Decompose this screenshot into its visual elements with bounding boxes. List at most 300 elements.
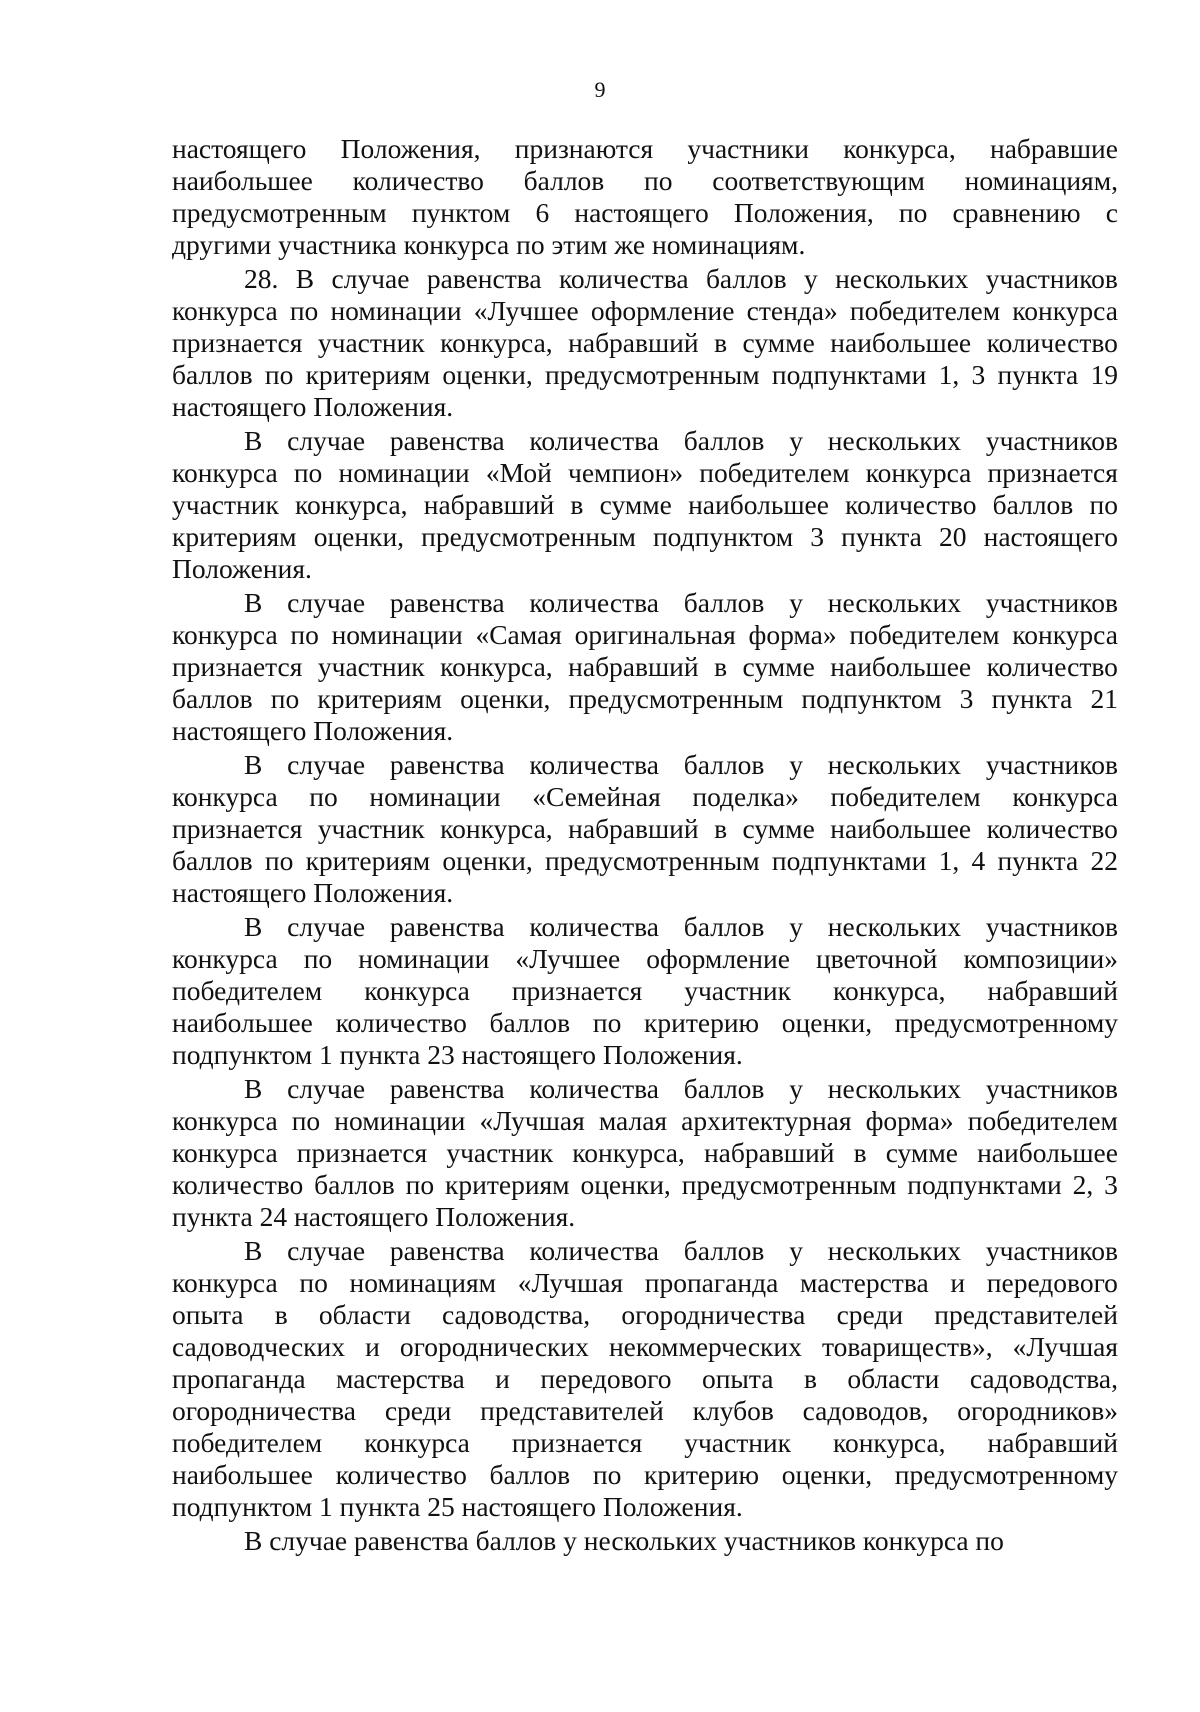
- word: равенства: [426, 263, 542, 294]
- word: конкурса,: [833, 975, 946, 1006]
- text-line: [172, 651, 1118, 683]
- word: 20: [938, 521, 967, 552]
- word: Положения,: [340, 133, 481, 164]
- text-line: пункта 24 настоящего Положения.: [172, 1201, 576, 1232]
- word: у: [789, 1073, 803, 1104]
- word: нескольких: [827, 1073, 962, 1104]
- text-line: [172, 521, 1118, 553]
- word: сумме: [885, 1137, 958, 1168]
- word: В: [244, 1235, 263, 1266]
- word: конкурса: [172, 619, 278, 650]
- paragraph: [172, 911, 1118, 1071]
- word: случае: [287, 1073, 366, 1104]
- word: признается: [172, 651, 303, 682]
- word: участников: [985, 263, 1118, 294]
- word: по: [644, 165, 673, 196]
- word: 2,: [1072, 1169, 1094, 1200]
- word: и: [495, 1363, 510, 1394]
- word: В: [244, 911, 263, 942]
- word: 3: [810, 521, 824, 552]
- text-line: [172, 295, 1118, 327]
- word: участник: [317, 651, 425, 682]
- word: оформление: [590, 295, 735, 326]
- word: опыта: [172, 1299, 244, 1330]
- word: и: [365, 1331, 380, 1362]
- word: баллов: [683, 425, 765, 456]
- word: в: [714, 651, 728, 682]
- word: клубов: [692, 1395, 774, 1426]
- word: признается: [987, 457, 1118, 488]
- word: сумме: [742, 651, 815, 682]
- word: передового: [540, 1363, 672, 1394]
- word: «Лучшая: [1012, 1331, 1118, 1362]
- word: признается: [511, 975, 643, 1006]
- word: конкурса: [172, 1105, 278, 1136]
- word: наибольшее: [830, 651, 972, 682]
- text-line: [172, 1169, 1118, 1201]
- word: садоводов,: [802, 1395, 929, 1426]
- text-line: [172, 1105, 1118, 1137]
- word: случае: [331, 263, 410, 294]
- word: набравший: [703, 1137, 835, 1168]
- word: по: [303, 943, 333, 974]
- word: участник: [446, 1137, 554, 1168]
- word: огородничества: [172, 1395, 357, 1426]
- word: баллов: [683, 1073, 765, 1104]
- word: набравший: [423, 489, 555, 520]
- word: огороднических: [399, 1331, 589, 1362]
- word: малая: [598, 1105, 668, 1136]
- word: по: [309, 781, 338, 812]
- word: предусмотренным: [544, 845, 760, 876]
- word: по: [405, 1169, 435, 1200]
- word: предусмотренным: [172, 197, 387, 228]
- word: области: [847, 1363, 940, 1394]
- word: наибольшее: [172, 1007, 313, 1038]
- word: подпунктами: [771, 845, 927, 876]
- word: некоммерческих: [608, 1331, 802, 1362]
- word: наибольшее: [688, 489, 829, 520]
- word: количество: [335, 1459, 467, 1490]
- text-line: другими участника конкурса по этим же номинациям.: [172, 229, 806, 260]
- word: оценки,: [781, 1459, 873, 1490]
- word: по: [592, 1007, 622, 1038]
- page-number: 9: [594, 77, 606, 102]
- word: 4: [971, 845, 986, 876]
- word: признается: [172, 327, 303, 358]
- word: баллов: [523, 165, 605, 196]
- word: наибольшее: [172, 1459, 313, 1490]
- word: оформление: [646, 943, 790, 974]
- word: участников: [985, 587, 1118, 618]
- word: конкурса,: [440, 651, 553, 682]
- word: баллов: [489, 1459, 571, 1490]
- word: количество: [986, 651, 1118, 682]
- word: 28.: [244, 263, 279, 294]
- text-line: [172, 911, 1118, 943]
- word: пунктом: [411, 197, 511, 228]
- word: количество: [986, 327, 1118, 358]
- word: настоящего: [983, 521, 1118, 552]
- word: В: [244, 749, 263, 780]
- word: критериям: [445, 1169, 570, 1200]
- word: критериям: [305, 359, 431, 390]
- word: равенства: [389, 1073, 505, 1104]
- text-line: [172, 1007, 1118, 1039]
- word: 3: [1104, 1169, 1118, 1200]
- word: номинации: [369, 781, 501, 812]
- text-line: подпунктом 1 пункта 23 настоящего Положения.: [172, 1039, 743, 1070]
- word: предусмотренным: [544, 359, 760, 390]
- word: признается: [172, 813, 303, 844]
- word: набравший: [987, 1427, 1118, 1458]
- word: по: [264, 845, 294, 876]
- word: у: [789, 587, 803, 618]
- word: подпунктами: [907, 1169, 1062, 1200]
- word: случае: [287, 425, 366, 456]
- word: «Семейная: [532, 781, 661, 812]
- text-line: [172, 1137, 1118, 1169]
- word: признается: [296, 1137, 428, 1168]
- word: победителем: [699, 457, 850, 488]
- word: участник: [317, 813, 425, 844]
- word: конкурса: [364, 1427, 470, 1458]
- word: конкурса: [1012, 781, 1118, 812]
- word: среди: [836, 1299, 904, 1330]
- word: номинациям: [349, 1267, 497, 1298]
- word: в: [274, 1299, 288, 1330]
- word: пункта: [841, 521, 922, 552]
- word: количество: [845, 489, 977, 520]
- word: номинации: [330, 295, 462, 326]
- word: «Лучшая: [517, 1267, 624, 1298]
- word: предусмотренному: [894, 1007, 1118, 1038]
- word: сравнению: [952, 197, 1081, 228]
- word: победителем: [849, 619, 1000, 650]
- text-line: [172, 327, 1118, 359]
- word: конкурса: [172, 295, 278, 326]
- word: Положения,: [733, 197, 874, 228]
- word: товариществ»,: [821, 1331, 993, 1362]
- word: конкурса,: [572, 1137, 685, 1168]
- text-line: [172, 165, 1118, 197]
- word: огородников»: [957, 1395, 1118, 1426]
- word: равенства: [389, 749, 505, 780]
- word: и: [950, 1267, 966, 1298]
- word: оценки,: [460, 683, 551, 714]
- word: в: [714, 813, 728, 844]
- word: номинации: [338, 457, 470, 488]
- word: в: [570, 489, 584, 520]
- word: в: [803, 1363, 817, 1394]
- word: нескольких: [827, 1235, 962, 1266]
- paragraph: [172, 749, 1118, 909]
- word: форма»: [865, 1105, 954, 1136]
- word: победителем: [849, 295, 1001, 326]
- word: стенда»: [746, 295, 838, 326]
- word: 22: [1090, 845, 1118, 876]
- word: «Мой: [485, 457, 552, 488]
- text-line: [172, 813, 1118, 845]
- word: конкурса: [172, 781, 278, 812]
- text-line: В случае равенства баллов у нескольких участников конкурса по: [244, 1525, 1004, 1556]
- word: предусмотренным: [421, 521, 636, 552]
- word: баллов: [172, 683, 253, 714]
- word: критериям: [317, 683, 442, 714]
- word: нескольких: [827, 425, 962, 456]
- text-line: [172, 943, 1118, 975]
- word: баллов: [683, 749, 765, 780]
- word: предусмотренным: [568, 683, 784, 714]
- word: баллов: [314, 1169, 395, 1200]
- word: у: [789, 911, 803, 942]
- word: набравший: [568, 327, 699, 358]
- word: набравший: [568, 651, 699, 682]
- word: у: [789, 425, 803, 456]
- text-line: настоящего Положения.: [172, 877, 454, 908]
- word: в: [714, 327, 728, 358]
- word: 19: [1090, 359, 1118, 390]
- word: равенства: [389, 1235, 505, 1266]
- paragraph: [172, 1073, 1118, 1233]
- word: чемпион»: [568, 457, 684, 488]
- word: оценки,: [781, 1007, 873, 1038]
- text-line: [172, 489, 1118, 521]
- word: количества: [529, 587, 659, 618]
- word: «Лучшее: [515, 943, 621, 974]
- word: конкурса: [172, 1137, 278, 1168]
- word: победителем: [172, 1427, 323, 1458]
- word: «Самая: [475, 619, 562, 650]
- word: конкурса: [1012, 619, 1118, 650]
- word: конкурса,: [833, 1427, 946, 1458]
- text-line: [172, 587, 1118, 619]
- word: номинации: [334, 1105, 466, 1136]
- word: количество: [172, 1169, 304, 1200]
- word: баллов: [172, 845, 253, 876]
- word: баллов: [683, 1235, 765, 1266]
- word: среди: [384, 1395, 452, 1426]
- text-line: [172, 1395, 1118, 1427]
- paragraph: [172, 133, 1118, 261]
- text-line: [172, 749, 1118, 781]
- word: количества: [529, 1073, 659, 1104]
- word: по: [592, 1459, 622, 1490]
- word: по: [264, 359, 294, 390]
- word: подпунктом: [652, 521, 794, 552]
- word: конкурса,: [440, 327, 553, 358]
- word: конкурса,: [440, 813, 553, 844]
- word: соответствующим: [712, 165, 925, 196]
- word: пункта: [997, 845, 1079, 876]
- word: критерию: [644, 1007, 760, 1038]
- word: конкурса,: [295, 489, 408, 520]
- word: участник: [684, 1427, 792, 1458]
- word: равенства: [389, 911, 505, 942]
- word: номинациям,: [964, 165, 1118, 196]
- word: оценки,: [442, 845, 533, 876]
- word: наибольшее: [172, 165, 313, 196]
- text-line: [172, 133, 1118, 165]
- word: конкурса,: [843, 133, 956, 164]
- word: случае: [287, 587, 366, 618]
- word: конкурса: [172, 1267, 278, 1298]
- word: «Лучшая: [479, 1105, 585, 1136]
- word: конкурса: [172, 457, 278, 488]
- text-line: подпунктом 1 пункта 25 настоящего Положения.: [172, 1491, 743, 1522]
- word: набравший: [987, 975, 1118, 1006]
- word: по: [293, 457, 323, 488]
- word: представителей: [934, 1299, 1118, 1330]
- word: участников: [985, 425, 1118, 456]
- word: по: [898, 197, 928, 228]
- text-line: [172, 683, 1118, 715]
- word: 1,: [938, 359, 960, 390]
- word: пункта: [991, 683, 1073, 714]
- word: баллов: [489, 1007, 571, 1038]
- text-line: [172, 197, 1118, 229]
- text-line: [172, 975, 1118, 1007]
- word: набравший: [568, 813, 699, 844]
- paragraph: [172, 1235, 1118, 1523]
- word: форма»: [748, 619, 837, 650]
- word: оценки,: [313, 521, 405, 552]
- word: конкурса: [364, 975, 470, 1006]
- word: садоводческих: [172, 1331, 345, 1362]
- text-line: [172, 457, 1118, 489]
- word: критериям: [305, 845, 431, 876]
- word: случае: [287, 1235, 366, 1266]
- word: победителем: [172, 975, 323, 1006]
- word: сумме: [599, 489, 672, 520]
- word: опыта: [701, 1363, 774, 1394]
- text-line: настоящего Положения.: [172, 715, 454, 746]
- word: признается: [511, 1427, 643, 1458]
- word: участников: [985, 1235, 1118, 1266]
- word: количество: [986, 813, 1118, 844]
- word: участники: [687, 133, 809, 164]
- word: по: [291, 1105, 321, 1136]
- word: 3: [971, 359, 986, 390]
- text-line: [172, 1235, 1118, 1267]
- word: садоводства,: [969, 1363, 1118, 1394]
- word: наибольшее: [977, 1137, 1118, 1168]
- word: наибольшее: [830, 813, 972, 844]
- word: композиции»: [963, 943, 1118, 974]
- word: нескольких: [827, 587, 962, 618]
- word: конкурса: [1012, 295, 1118, 326]
- word: нескольких: [835, 263, 969, 294]
- text-line: Положения.: [172, 553, 312, 584]
- word: наибольшее: [830, 327, 972, 358]
- word: настоящего: [574, 197, 709, 228]
- word: количества: [529, 425, 659, 456]
- word: по: [290, 619, 319, 650]
- word: «Лучшее: [473, 295, 579, 326]
- word: представителей: [480, 1395, 664, 1426]
- word: по: [270, 683, 300, 714]
- paragraph: [172, 425, 1118, 585]
- word: цветочной: [815, 943, 938, 974]
- text-line: [172, 845, 1118, 877]
- word: 3: [959, 683, 974, 714]
- word: количество: [335, 1007, 467, 1038]
- text-line: [172, 1331, 1118, 1363]
- word: В: [244, 425, 263, 456]
- word: архитектурная: [681, 1105, 852, 1136]
- word: номинации: [358, 943, 490, 974]
- word: у: [789, 749, 803, 780]
- word: по: [299, 1267, 328, 1298]
- text-line: [172, 619, 1118, 651]
- word: номинации: [331, 619, 463, 650]
- text-line: [172, 359, 1118, 391]
- text-line: [172, 1459, 1118, 1491]
- word: баллов: [683, 587, 765, 618]
- word: победителем: [830, 781, 981, 812]
- word: количество: [352, 165, 484, 196]
- word: количества: [529, 749, 659, 780]
- word: случае: [287, 749, 366, 780]
- word: по: [289, 295, 319, 326]
- word: передового: [986, 1267, 1118, 1298]
- word: предусмотренным: [681, 1169, 897, 1200]
- word: пропаганда: [172, 1363, 306, 1394]
- word: признаются: [514, 133, 654, 164]
- word: настоящего: [172, 133, 307, 164]
- word: пункта: [997, 359, 1079, 390]
- word: 6: [535, 197, 550, 228]
- word: участник: [317, 327, 425, 358]
- text-line: настоящего Положения.: [172, 391, 454, 422]
- word: у: [789, 1235, 803, 1266]
- word: участников: [985, 749, 1118, 780]
- word: конкурса: [865, 457, 972, 488]
- paragraph: [172, 1525, 1118, 1557]
- word: участников: [985, 911, 1118, 942]
- word: баллов: [683, 911, 765, 942]
- word: сумме: [742, 327, 815, 358]
- word: баллов: [992, 489, 1074, 520]
- text-line: [172, 1267, 1118, 1299]
- word: В: [295, 263, 315, 294]
- word: победителем: [967, 1105, 1118, 1136]
- word: сумме: [742, 813, 815, 844]
- word: подпунктами: [771, 359, 927, 390]
- word: мастерства: [800, 1267, 929, 1298]
- text-line: [172, 1363, 1118, 1395]
- word: участников: [985, 1073, 1118, 1104]
- word: пропаганда: [644, 1267, 779, 1298]
- word: конкурса: [172, 943, 278, 974]
- word: нескольких: [827, 911, 962, 942]
- word: набравшие: [989, 133, 1118, 164]
- text-line: [172, 425, 1118, 457]
- paragraph: [172, 587, 1118, 747]
- text-line: [172, 1299, 1118, 1331]
- word: критериям: [172, 521, 297, 552]
- word: В: [244, 1073, 263, 1104]
- word: 21: [1090, 683, 1118, 714]
- word: равенства: [389, 425, 505, 456]
- text-line: [172, 1073, 1118, 1105]
- document-body: [172, 133, 1118, 1557]
- word: мастерства: [336, 1363, 465, 1394]
- word: поделка»: [692, 781, 799, 812]
- word: подпунктом: [801, 683, 942, 714]
- text-line: [172, 781, 1118, 813]
- word: в: [853, 1137, 867, 1168]
